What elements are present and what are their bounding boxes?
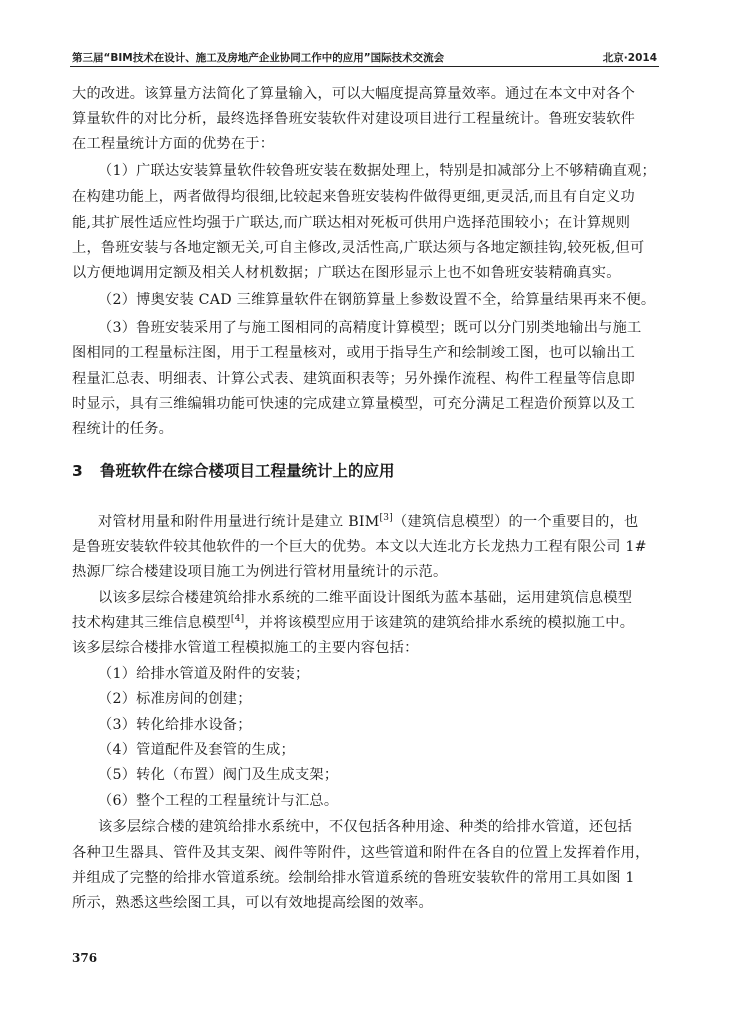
paragraph-line: 所示，熟悉这些绘图工具，可以有效地提高绘图的效率。 <box>72 895 433 911</box>
paragraph-line: 该多层综合楼排水管道工程模拟施工的主要内容包括： <box>72 640 419 656</box>
advantage-1-line: （1）广联达安装算量软件较鲁班安装在数据处理上，特别是扣减部分上不够精确直观； <box>98 163 656 179</box>
advantage-3-line: 程统计的任务。 <box>72 421 174 437</box>
paragraph-line: 以该多层综合楼建筑给排水系统的二维平面设计图纸为蓝本基础，运用建筑信息模型 <box>98 590 633 606</box>
advantage-3-line: （3）鲁班安装采用了与施工图相同的高精度计算模型；既可以分门别类地输出与施工 <box>98 320 642 336</box>
paragraph-line: 大的改进。该算量方法简化了算量输入，可以大幅度提高算量效率。通过在本文中对各个 <box>72 86 636 102</box>
list-item: （2）标准房间的创建； <box>98 691 252 707</box>
list-item: （3）转化给排水设备； <box>98 717 252 733</box>
advantage-1-line: 上，鲁班安装与各地定额无关,可自主修改,灵活性高,广联达须与各地定额挂钩,较死板,但可 <box>72 240 645 256</box>
list-item: （4）管道配件及套管的生成； <box>98 742 295 758</box>
list-item: （6）整个工程的工程量统计与汇总。 <box>98 793 339 809</box>
section-title: 鲁班软件在综合楼项目工程量统计上的应用 <box>100 462 395 480</box>
advantage-3-line: 程量汇总表、明细表、计算公式表、建筑面积表等；另外操作流程、构件工程量等信息即 <box>72 371 636 387</box>
advantage-3-line: 时显示，具有三维编辑功能可快速的完成建立算量模型，可充分满足工程造价预算以及工 <box>72 396 636 412</box>
advantage-2-line: （2）博奥安装 CAD 三维算量软件在钢筋算量上参数设置不全，给算量结果再来不便。 <box>98 292 656 308</box>
advantage-3-line: 图相同的工程量标注图，用于工程量核对，或用于指导生产和绘制竣工图，也可以输出工 <box>72 345 636 361</box>
paragraph-line: 并组成了完整的给排水管道系统。绘制给排水管道系统的鲁班安装软件的常用工具如图 1 <box>72 870 635 886</box>
paragraph-line: 热源厂综合楼建设项目施工为例进行管材用量统计的示范。 <box>72 564 448 580</box>
paragraph-line: 算量软件的对比分析，最终选择鲁班安装软件对建设项目进行工程量统计。鲁班安装软件 <box>72 111 636 127</box>
paragraph-line: 是鲁班安装软件较其他软件的一个巨大的优势。本文以大连北方长龙热力工程有限公司 1# <box>72 539 647 555</box>
conference-title: 第三届“BIM技术在设计、施工及房地产企业协同工作中的应用”国际技术交流会 <box>72 52 445 64</box>
advantage-1-line: 以方便地调用定额及相关人材机数据；广联达在图形显示上也不如鲁班安装精确真实。 <box>72 265 621 281</box>
section-number: 3 <box>72 462 83 480</box>
location-year: 北京·2014 <box>602 52 657 64</box>
list-item: （1）给排水管道及附件的安装； <box>98 666 310 682</box>
header-rule <box>70 66 659 67</box>
paragraph-line: 该多层综合楼的建筑给排水系统中，不仅包括各种用途、种类的给排水管道，还包括 <box>98 819 633 835</box>
section-heading <box>72 459 395 481</box>
paragraph-line: 对管材用量和附件用量进行统计是建立 BIM[3]（建筑信息模型）的一个重要目的，也 <box>98 513 639 530</box>
paragraph-line: 各种卫生器具、管件及其支架、阀件等附件，这些管道和附件在各自的位置上发挥着作用， <box>72 845 650 861</box>
list-item: （5）转化（布置）阀门及生成支架； <box>98 767 339 783</box>
paragraph-line: 在工程量统计方面的优势在于： <box>72 136 275 152</box>
page-number: 376 <box>72 951 98 965</box>
advantage-1-line: 能,其扩展性适应性均强于广联达,而广联达相对死板可供用户选择范围较小；在计算规则 <box>72 215 631 231</box>
advantage-1-line: 在构建功能上，两者做得均很细,比较起来鲁班安装构件做得更细,更灵活,而且有自定义功 <box>72 189 635 205</box>
paragraph-line: 技术构建其三维信息模型[4]，并将该模型应用于该建筑的建筑给排水系统的模拟施工中。 <box>72 614 635 631</box>
citation: [4] <box>230 614 245 624</box>
running-header <box>72 50 657 65</box>
citation: [3] <box>379 513 394 523</box>
